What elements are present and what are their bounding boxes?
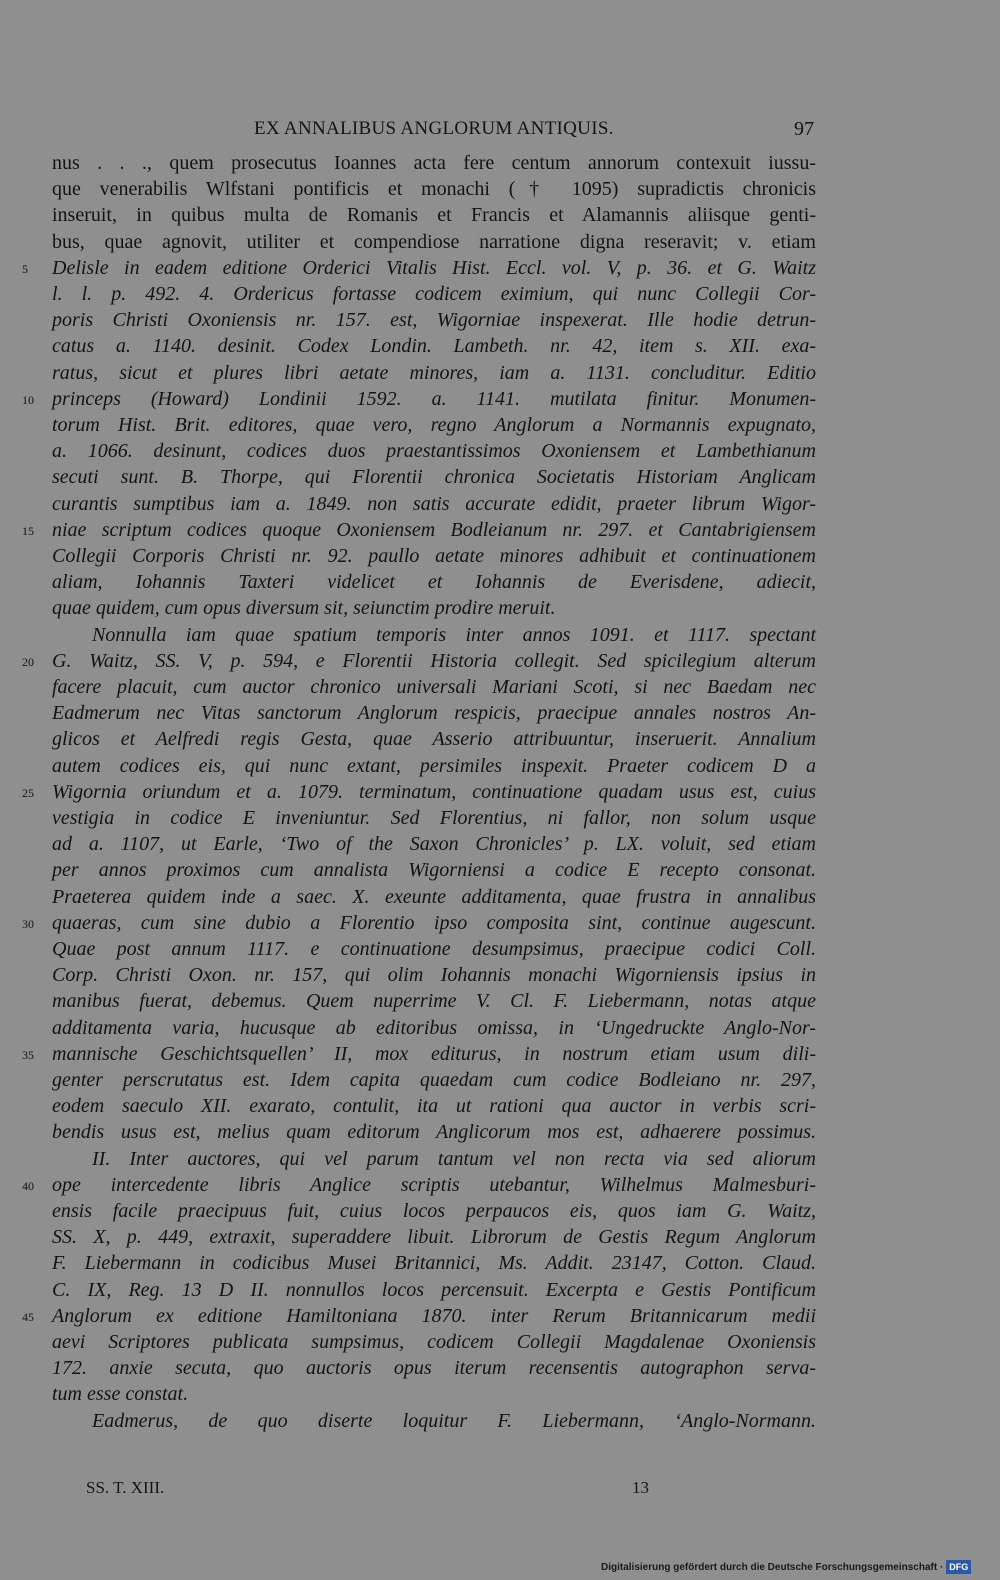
text-line [0, 1067, 1000, 1093]
line-text: aevi Scriptores publicata sumpsimus, codicem Collegii Magdalenae Oxoniensis [52, 1331, 816, 1353]
line-text: II. Inter auctores, qui vel parum tantum vel non recta via sed aliorum [92, 1147, 816, 1170]
line-number: 40 [22, 1178, 34, 1193]
text-line [0, 386, 1000, 412]
text-line [0, 569, 1000, 595]
line-text: autem codices eis, qui nunc extant, persimiles inspexit. Praeter codicem D a [52, 754, 816, 777]
line-text: nus . . ., quem prosecutus Ioannes acta fere centum annorum contexuit iussu- [52, 152, 816, 174]
text-line [0, 1146, 1000, 1172]
text-line [0, 1224, 1000, 1250]
line-text: ratus, sicut et plures libri aetate minores, iam a. 1131. concluditur. Editio [52, 361, 816, 384]
text-line [0, 229, 1000, 255]
text-line [0, 726, 1000, 752]
text-line [0, 202, 1000, 228]
text-line [0, 1329, 1000, 1355]
text-line [0, 333, 1000, 359]
line-number: 15 [22, 523, 34, 538]
text-line [0, 936, 1000, 962]
line-number: 30 [22, 916, 34, 931]
line-text: Collegii Corporis Christi nr. 92. paullo aetate minores adhibuit et continuationem [52, 545, 816, 567]
line-text: additamenta varia, hucusque ab editoribus omissa, in ‘Ungedruckte Anglo-Nor- [52, 1016, 816, 1039]
text-line [0, 753, 1000, 779]
line-text: aliam, Iohannis Taxteri videlicet et Iohannis de Everisdene, adiecit, [52, 571, 816, 594]
text-line [0, 1303, 1000, 1329]
line-text: SS. X, p. 449, extraxit, superaddere libuit. Librorum de Gestis Regum Anglorum [52, 1226, 816, 1249]
text-line [0, 1408, 1000, 1434]
line-number: 5 [22, 261, 28, 276]
line-text: curantis sumptibus iam a. 1849. non satis accurate edidit, praeter librum Wigor- [52, 492, 816, 515]
line-number: 45 [22, 1309, 34, 1324]
line-text: manibus fuerat, debemus. Quem nuperrime V. Cl. F. Liebermann, notas atque [52, 990, 816, 1013]
text-line [0, 1198, 1000, 1224]
text-line [0, 831, 1000, 857]
line-text: l. l. p. 492. 4. Ordericus fortasse codicem eximium, qui nunc Collegii Cor- [52, 283, 816, 305]
text-line [0, 255, 1000, 281]
line-text: eodem saeculo XII. exarato, contulit, ita ut rationi qua auctor in verbis scri- [52, 1095, 816, 1118]
text-line [0, 1250, 1000, 1276]
dfg-banner [601, 1560, 971, 1576]
line-text: a. 1066. desinunt, codices duos praestantissimos Oxoniensem et Lambethianum [52, 440, 816, 463]
line-text: bendis usus est, melius quam editorum Anglicorum mos est, adhaerere possimus. [52, 1121, 816, 1144]
line-text: per annos proximos cum annalista Wigorniensi a codice E recepto consonat. [52, 859, 816, 882]
volume-signature: SS. T. XIII. [86, 1478, 165, 1497]
running-title: EX ANNALIBUS ANGLORUM ANTIQUIS. [254, 118, 614, 139]
dfg-logo: DFG [946, 1560, 971, 1574]
line-text: Quae post annum 1117. e continuatione desumpsimus, praecipue codici Coll. [52, 938, 816, 960]
text-line [0, 543, 1000, 569]
line-text: Corp. Christi Oxon. nr. 157, qui olim Iohannis monachi Wigorniensis ipsius in [52, 964, 816, 987]
line-text: F. Liebermann in codicibus Musei Britannici, Ms. Addit. 23147, Cotton. Claud. [52, 1252, 816, 1275]
line-text: torum Hist. Brit. editores, quae vero, regno Anglorum a Normannis expugnato, [52, 414, 816, 436]
line-text: quaeras, cum sine dubio a Florentio ipso composita sint, continue augescunt. [52, 911, 816, 934]
line-text: C. IX, Reg. 13 D II. nonnullos locos percensuit. Excerpta e Gestis Pontificum [52, 1278, 816, 1301]
text-line [0, 1093, 1000, 1119]
line-text: mannische Geschichtsquellen’ II, mox editurus, in nostrum etiam usum dili- [52, 1042, 816, 1065]
line-text: que venerabilis Wlfstani pontificis et monachi († 1095) supradictis chronicis [52, 178, 816, 201]
sheet-signature: 13 [632, 1478, 649, 1497]
text-line [0, 1015, 1000, 1041]
text-line [0, 622, 1000, 648]
text-line [0, 988, 1000, 1014]
line-number: 10 [22, 392, 34, 407]
line-text: niae scriptum codices quoque Oxoniensem Bodleianum nr. 297. et Cantabrigiensem [52, 518, 816, 541]
text-line [0, 595, 1000, 621]
text-line [0, 150, 1000, 176]
line-text: tum esse constat. [52, 1383, 189, 1406]
text-line [0, 491, 1000, 517]
line-number: 25 [22, 785, 34, 800]
text-line [0, 884, 1000, 910]
text-line [0, 1119, 1000, 1145]
text-line [0, 360, 1000, 386]
text-line [0, 1381, 1000, 1407]
line-text: bus, quae agnovit, utiliter et compendiose narratione digna reseravit; v. etiam [52, 230, 816, 253]
text-line [0, 805, 1000, 831]
line-text: ensis facile praecipuus fuit, cuius locos perpaucos eis, quos iam G. Waitz, [52, 1200, 816, 1222]
line-text: Delisle in eadem editione Orderici Vitalis Hist. Eccl. vol. V, p. 36. et G. Waitz [52, 256, 816, 279]
text-line [0, 464, 1000, 490]
page-number: 97 [794, 118, 814, 140]
text-line [0, 1355, 1000, 1381]
line-text: vestigia in codice E inveniuntur. Sed Florentius, ni fallor, non solum usque [52, 807, 816, 829]
line-text: Eadmerus, de quo diserte loquitur F. Liebermann, ‘Anglo-Normann. [92, 1409, 816, 1432]
text-line [0, 910, 1000, 936]
line-text: 172. anxie secuta, quo auctoris opus iterum recensentis autographon serva- [52, 1357, 816, 1380]
text-line [0, 517, 1000, 543]
text-line [0, 176, 1000, 202]
line-text: Nonnulla iam quae spatium temporis inter annos 1091. et 1117. spectant [92, 623, 816, 646]
line-text: genter perscrutatus est. Idem capita quaedam cum codice Bodleiano nr. 297, [52, 1069, 816, 1091]
text-line [0, 1172, 1000, 1198]
text-line [0, 648, 1000, 674]
running-header [0, 118, 1000, 142]
text-line [0, 281, 1000, 307]
line-text: inseruit, in quibus multa de Romanis et Francis et Alamannis aliisque genti- [52, 204, 816, 227]
line-number: 20 [22, 654, 34, 669]
line-text: catus a. 1140. desinit. Codex Londin. Lambeth. nr. 42, item s. XII. exa- [52, 335, 816, 358]
text-line [0, 857, 1000, 883]
line-text: Praeterea quidem inde a saec. X. exeunte additamenta, quae frustra in annalibus [52, 885, 816, 908]
line-text: G. Waitz, SS. V, p. 594, e Florentii Historia collegit. Sed spicilegium alterum [52, 649, 816, 672]
text-line [0, 307, 1000, 333]
line-text: Anglorum ex editione Hamiltoniana 1870. inter Rerum Britannicarum medii [52, 1304, 816, 1327]
text-line [0, 412, 1000, 438]
text-line [0, 700, 1000, 726]
line-text: Wigornia oriundum et a. 1079. terminatum, continuatione quadam usus est, cuius [52, 780, 816, 803]
line-text: princeps (Howard) Londinii 1592. a. 1141. mutilata finitur. Monumen- [52, 387, 816, 410]
line-text: ope intercedente libris Anglice scriptis utebantur, Wilhelmus Malmesburi- [52, 1173, 816, 1196]
text-line [0, 674, 1000, 700]
line-text: secuti sunt. B. Thorpe, qui Florentii chronica Societatis Historiam Anglicam [52, 466, 816, 489]
text-line [0, 1041, 1000, 1067]
text-line [0, 438, 1000, 464]
line-text: quae quidem, cum opus diversum sit, seiunctim prodire meruit. [52, 597, 556, 620]
dfg-banner-text: Digitalisierung gefördert durch die Deutsche Forschungsgemeinschaft · [601, 1562, 944, 1573]
line-number: 35 [22, 1047, 34, 1062]
line-text: Eadmerum nec Vitas sanctorum Anglorum respicis, praecipue annales nostros An- [52, 702, 816, 725]
line-text: poris Christi Oxoniensis nr. 157. est, Wigorniae inspexerat. Ille hodie detrun- [52, 309, 816, 332]
text-line [0, 962, 1000, 988]
text-line [0, 779, 1000, 805]
line-text: facere placuit, cum auctor chronico universali Mariani Scoti, si nec Baedam nec [52, 676, 816, 698]
text-line [0, 1277, 1000, 1303]
line-text: ad a. 1107, ut Earle, ‘Two of the Saxon Chronicles’ p. LX. voluit, sed etiam [52, 833, 816, 856]
line-text: glicos et Aelfredi regis Gesta, quae Asserio attribuuntur, inseruerit. Annalium [52, 728, 816, 751]
